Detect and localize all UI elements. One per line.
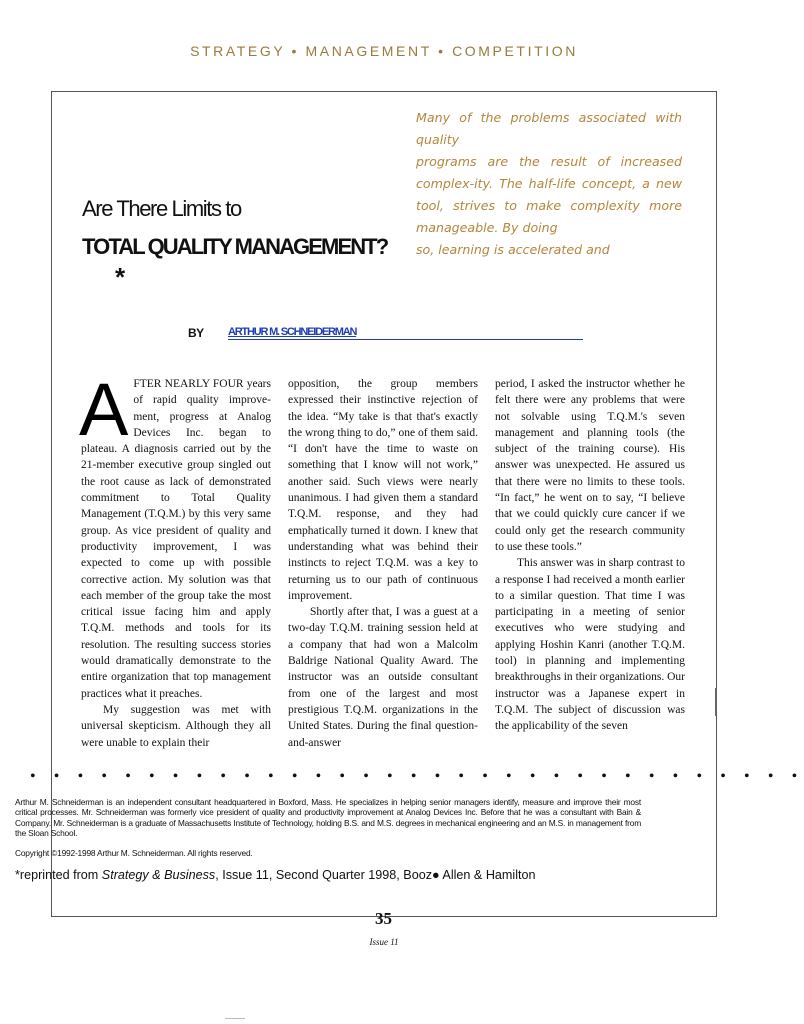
dotted-separator: • • • • • • • • • • • • • • • • • • • • • • • • • • • • • • • • • [30, 768, 804, 785]
paragraph: period, I asked the instructor whether he felt there were any problems that were not solvable using T.Q.M.'s seven management and planning tools (the subject of the training course). His answer was unexpected. He assured us that there were no limits to these tools. “In fact,” he went on to say, “I believe that we could quickly cure cancer if we could only get the research community to use these tools.” [495, 378, 685, 553]
reprint-credit [15, 868, 655, 882]
title-asterisk: * [115, 262, 126, 292]
author-bio: Arthur M. Schneiderman is an independent consultant headquartered in Boxford, Mass. He specializes in helping senior managers identify, measure and improve their most critical processes. Mr. Schneiderman was formerly vice president of quality and productivity improvement at Analog Devices Inc. Before that he was a consultant with Bain & Company. Mr. Schneiderman is a graduate of Massachusetts Institute of Technology, holding B.S. and M.S. degrees in mechanical engineering and an M.S. in management from the Sloan School. [15, 797, 641, 839]
pull-quote-line: Many of the problems associated with quality [416, 110, 682, 147]
page-number: 35 [375, 909, 392, 928]
paragraph: My suggestion was met with universal skepticism. Although they all were unable to explain their [81, 703, 271, 749]
copyright-notice: Copyright ©1992-1998 Arthur M. Schneiderman. All rights reserved. [15, 848, 253, 858]
reprint-publication: Strategy & Business [101, 868, 216, 882]
issue-label: Issue 11 [369, 937, 399, 947]
paragraph: Shortly after that, I was a guest at a two-day T.Q.M. training session held at a company that had won a Malcolm Baldrige National Quality Award. The instructor was an outside consultant from one of the largest and most prestigious T.Q.M. organizations in the United States. During the final question-and-answer [288, 606, 478, 749]
footer-rule-left [51, 916, 362, 917]
pull-quote-line: so, learning is accelerated and [416, 242, 610, 257]
title-line-2: TOTAL QUALITY MANAGEMENT? [82, 234, 388, 259]
article-column-2 [288, 376, 478, 768]
running-head: STRATEGY • MANAGEMENT • COMPETITION [190, 43, 578, 59]
margin-rule [715, 688, 717, 716]
footer-rule-right [405, 916, 717, 917]
faint-mark [225, 1018, 245, 1019]
pull-quote [416, 107, 682, 257]
byline-by: BY [188, 326, 204, 340]
reprint-end: Allen & Hamilton [439, 868, 536, 882]
paragraph: opposition, the group members expressed their instinctive rejection of the idea. “My take is that that's exactly the wrong thing to do,” one of them said. “I don't have the time to waste on something that I know will not work,” another said. Such views were nearly unanimous. I had given them a standard T.Q.M. response, and they had emphatically turned it down. I knew that understanding what was behind their instincts to reject T.Q.M. was a key to returning us to our path of continuous improvement. [288, 378, 478, 602]
byline-author-link[interactable]: ARTHUR M. SCHNEIDERMAN [228, 326, 583, 340]
bullet-icon: ● [432, 868, 440, 882]
article-column-3 [495, 376, 685, 768]
pull-quote-line: programs are the result of increased complex-ity. The half-life concept, a new tool, strives to make complexity more manageable. By doing [416, 154, 682, 235]
reprint-prefix: *reprinted from [15, 868, 102, 882]
paragraph: FTER NEARLY FOUR years of rapid quality improve-ment, progress at Analog Devices Inc. began to plateau. A diagnosis carried out by the 21-member executive group singled out the root cause as lack of demonstrated commitment to Total Quality Management (T.Q.M.) by this very same group. As vice president of quality and productivity improvement, I was expected to come up with possible corrective action. My solution was that each member of the group take the most critical issue facing him and apply T.Q.M. methods and tools for its resolution. The resulting success stories would dramatically demonstrate to the entire organization that top management practices what it preaches. [81, 378, 271, 700]
drop-cap: A [79, 368, 129, 451]
article-column-1 [79, 368, 271, 768]
reprint-suffix: , Issue 11, Second Quarter 1998, Booz [215, 868, 432, 882]
paragraph: This answer was in sharp contrast to a response I had received a month earlier to a similar question. That time I was participating in a meeting of senior executives who were studying and applying Hoshin Kanri (another T.Q.M. tool) in planning and implementing breakthroughs in their organizations. Our instructor was a Japanese expert in T.Q.M. The subject of discussion was the applicability of the seven [495, 557, 685, 733]
title-line-1: Are There Limits to [82, 196, 241, 221]
